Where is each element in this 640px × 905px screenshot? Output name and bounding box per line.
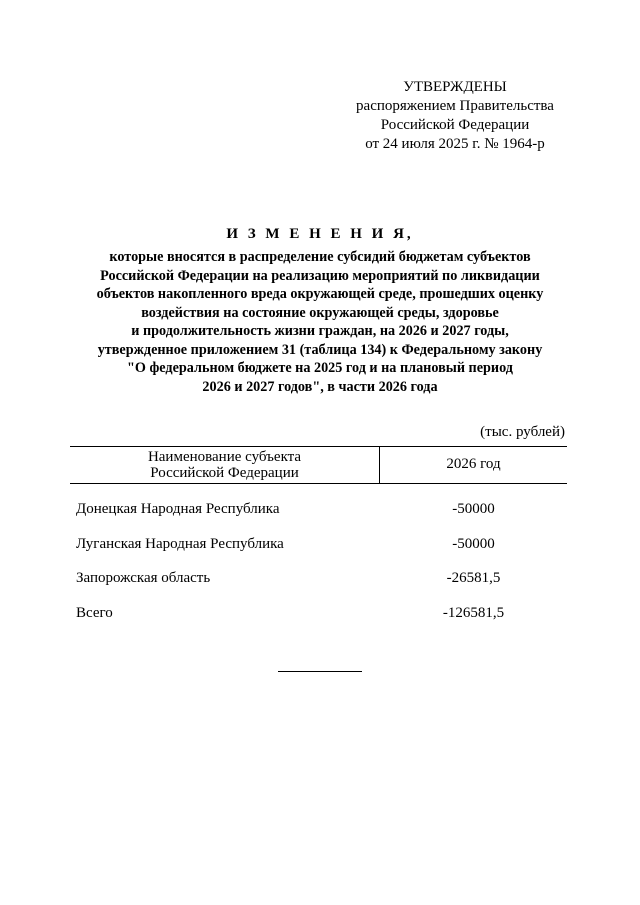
approval-issuer: распоряжением Правительства <box>356 98 554 114</box>
column-header-region-line1: Наименование субъекта <box>147 449 302 465</box>
table-row-value: -50000 <box>452 501 495 517</box>
table-row-name: Луганская Народная Республика <box>76 536 284 552</box>
table-header-rule <box>70 483 567 484</box>
table-row-name: Донецкая Народная Республика <box>76 501 280 517</box>
approval-heading: УТВЕРЖДЕНЫ <box>403 79 507 95</box>
approval-stamp <box>350 78 560 154</box>
subtitle-line: объектов накопленного вреда окружающей среде, прошедших оценку <box>96 286 544 302</box>
subtitle-line: утвержденное приложением 31 (таблица 134) к Федеральному закону <box>97 341 543 358</box>
subtitle-line: воздействия на состояние окружающей среды, здоровье <box>141 304 499 321</box>
approval-issuer-country: Российской Федерации <box>380 117 530 133</box>
subtitle-line: которые вносятся в распределение субсидий бюджетам субъектов <box>109 249 531 265</box>
closing-rule <box>278 671 362 672</box>
table-total-name: Всего <box>76 605 113 621</box>
column-header-year: 2026 год <box>446 456 501 472</box>
units-label: (тыс. рублей) <box>480 424 565 440</box>
table-row-value: -26581,5 <box>446 570 501 586</box>
column-header-region <box>70 449 379 481</box>
column-header-region-line2: Российской Федерации <box>150 465 299 481</box>
subtitle-line: и продолжительность жизни граждан, на 2026 и 2027 годы, <box>131 323 509 339</box>
subtitle-line: "О федеральном бюджете на 2025 год и на плановый период <box>127 360 513 376</box>
table-row-value: -50000 <box>452 536 495 552</box>
subtitle-line: 2026 и 2027 годов", в части 2026 года <box>202 378 438 395</box>
document-title: И З М Е Н Е Н И Я, <box>226 226 414 242</box>
document-subtitle <box>60 248 580 396</box>
table-row-name: Запорожская область <box>76 570 211 586</box>
table-top-rule <box>70 446 567 447</box>
subtitle-line: Российской Федерации на реализацию мероприятий по ликвидации <box>100 267 540 284</box>
table-total-value: -126581,5 <box>442 605 505 621</box>
approval-date-number: от 24 июля 2025 г. № 1964-р <box>365 136 545 152</box>
